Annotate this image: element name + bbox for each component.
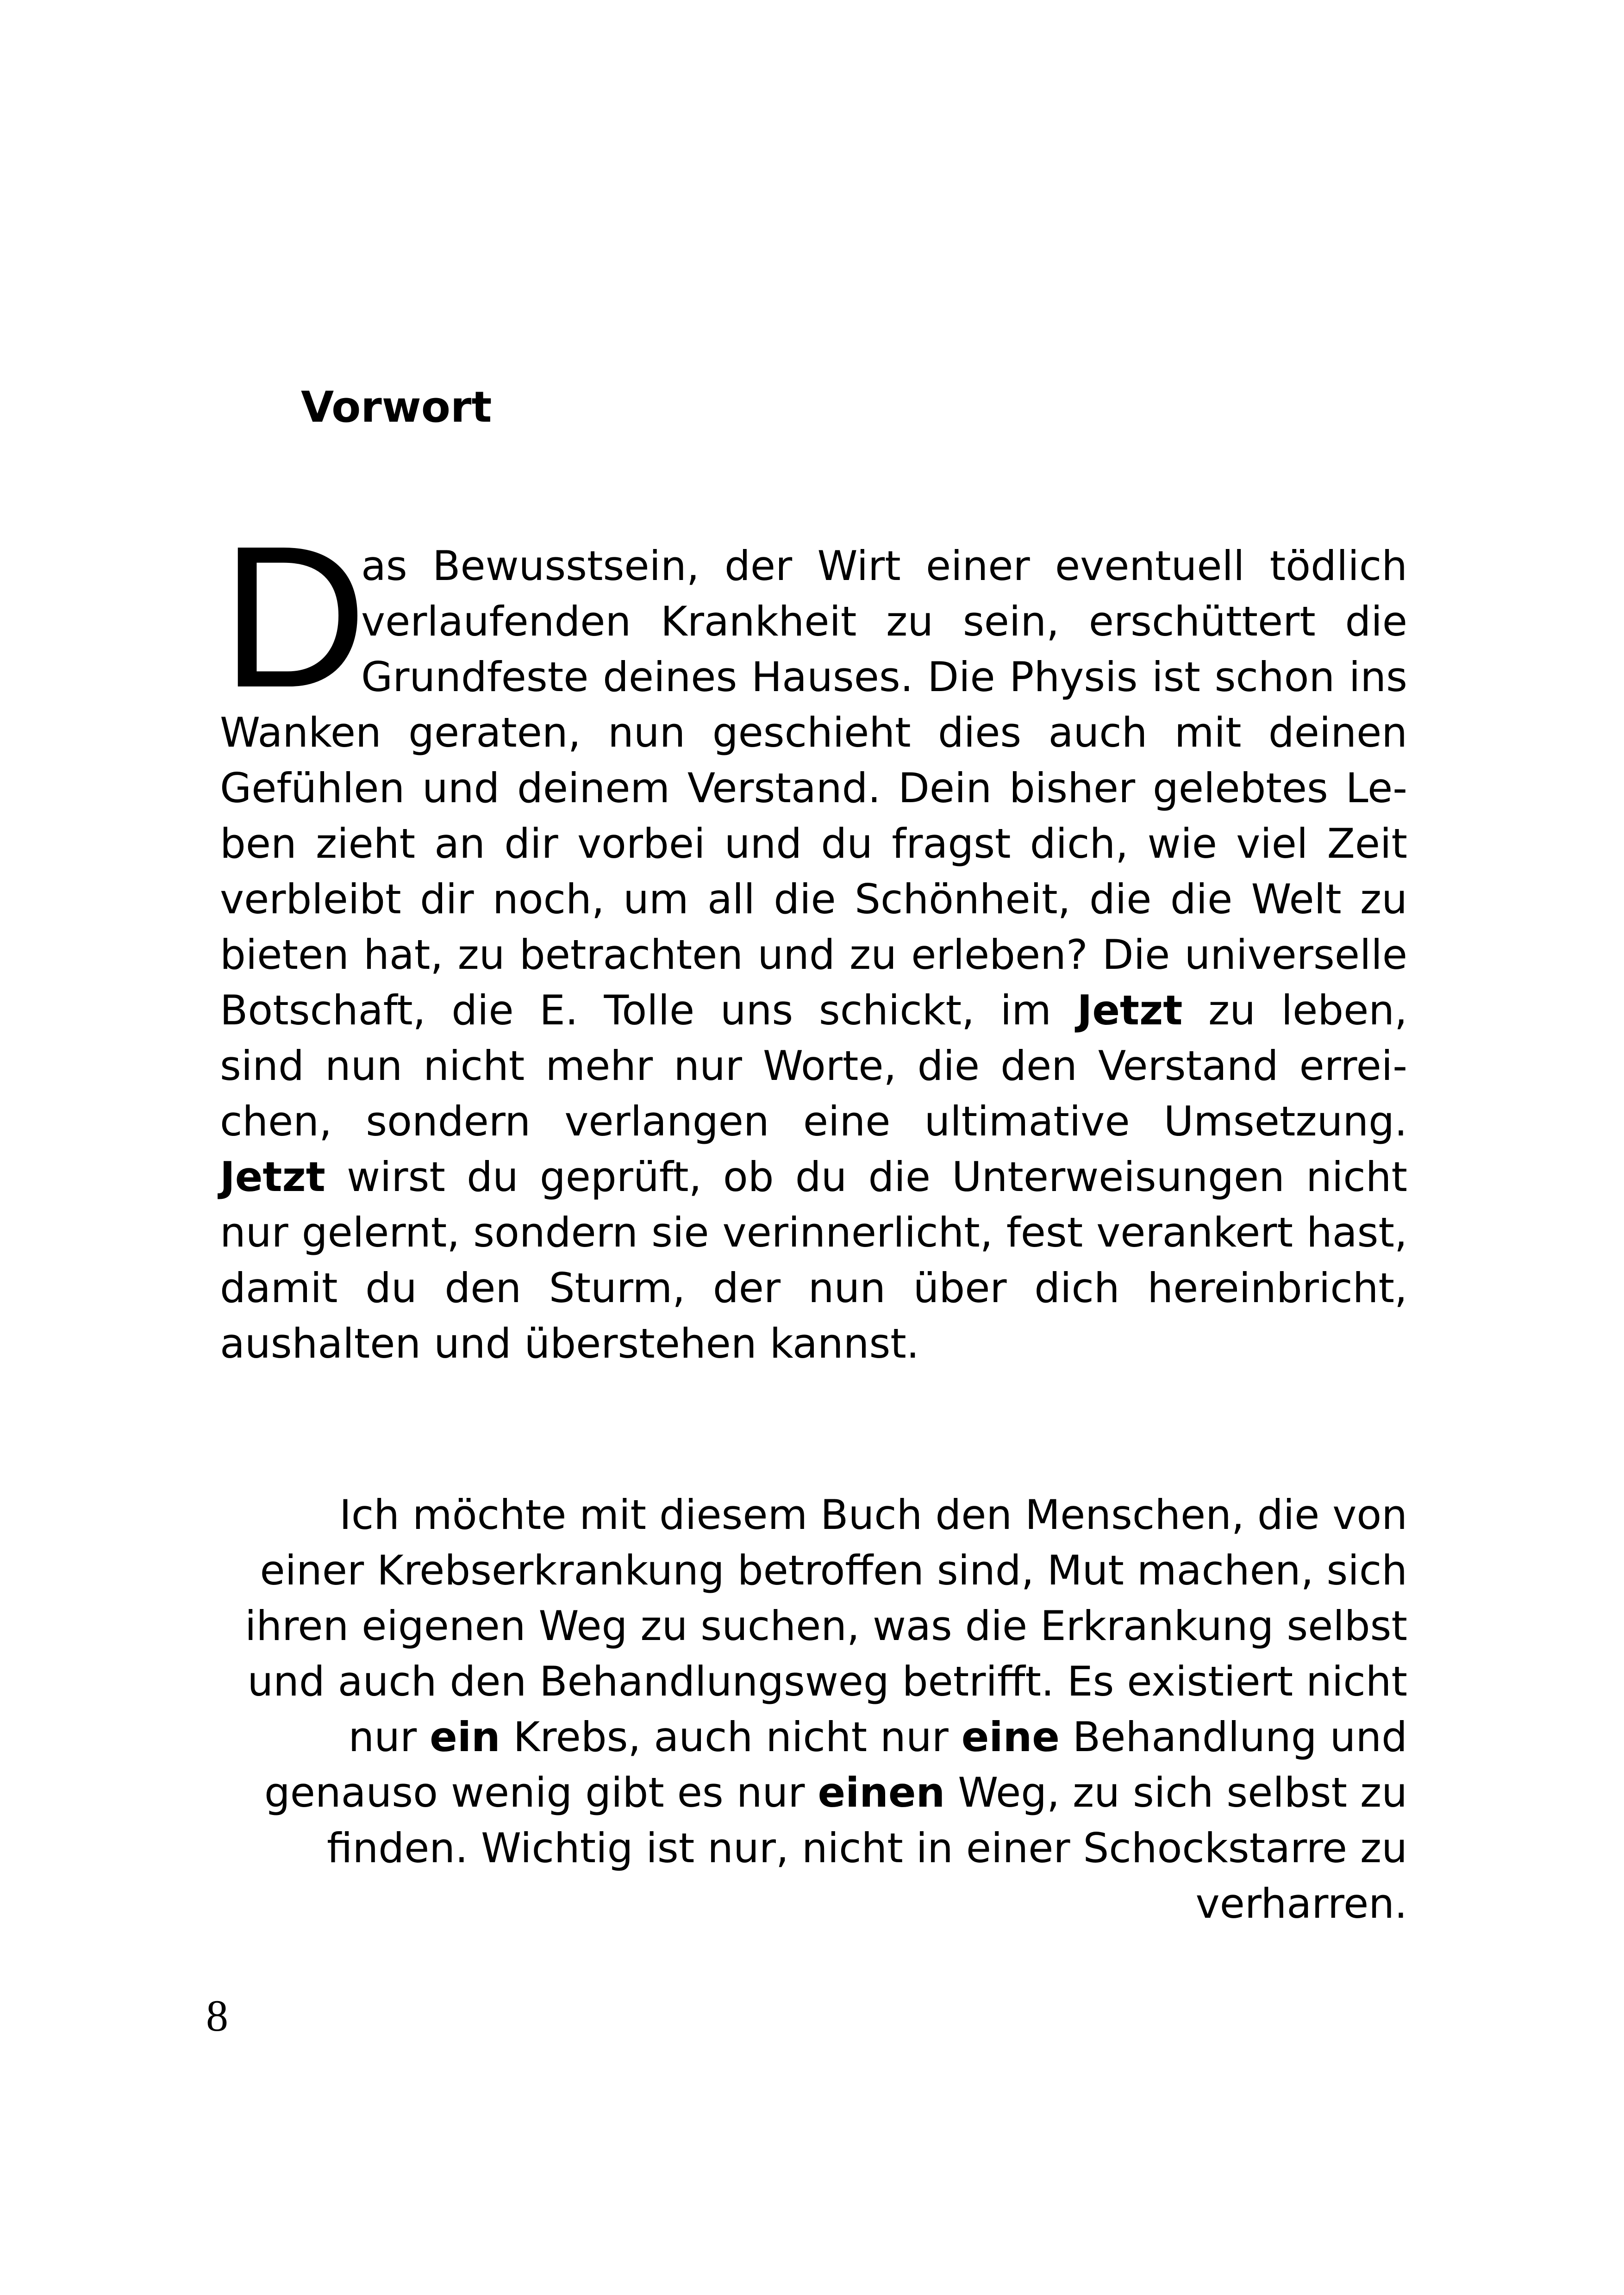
emphasis-einen: einen: [818, 1769, 945, 1816]
text-line: verbleibt dir noch, um all die Schönheit, die die Welt zu: [220, 875, 1407, 923]
text-line: einer Krebserkrankung betroffen sind, Mut machen, sich: [260, 1547, 1407, 1594]
text-line: chen, sondern verlangen eine ultimative Umsetzung.: [220, 1098, 1407, 1145]
text-line: [264, 1767, 1407, 1818]
emphasis-jetzt: Jetzt: [1077, 986, 1183, 1034]
emphasis-jetzt: Jetzt: [220, 1153, 325, 1201]
text-segment: zu leben,: [1182, 986, 1407, 1034]
text-line: Gefühlen und deinem Verstand. Dein bisher gelebtes Le-: [220, 764, 1407, 812]
text-line: nur gelernt, sondern sie verinnerlicht, fest verankert hast,: [220, 1209, 1407, 1256]
chapter-heading: Vorwort: [301, 382, 492, 432]
text-line: und auch den Behandlungsweg betrifft. Es existiert nicht: [247, 1658, 1407, 1705]
text-segment: nur: [348, 1713, 430, 1761]
text-line: damit du den Sturm, der nun über dich hereinbricht,: [220, 1264, 1407, 1312]
text-line: verharren.: [1195, 1880, 1407, 1927]
text-segment: Botschaft, die E. Tolle uns schickt, im: [220, 986, 1077, 1034]
emphasis-ein: ein: [430, 1713, 500, 1761]
drop-cap: D: [221, 504, 367, 730]
page-number: 8: [206, 1991, 228, 2040]
text-segment: genauso wenig gibt es nur: [264, 1769, 818, 1816]
text-line: bieten hat, zu betrachten und zu erleben? Die universelle: [220, 931, 1407, 979]
text-line: Ich möchte mit diesem Buch den Menschen, die von: [339, 1491, 1407, 1539]
text-line: as Bewusstsein, der Wirt einer eventuell tödlich: [361, 542, 1407, 590]
text-line: finden. Wichtig ist nur, nicht in einer Schockstarre zu: [327, 1824, 1407, 1872]
text-line: verlaufenden Krankheit zu sein, erschüttert die: [361, 598, 1407, 645]
emphasis-eine: eine: [961, 1713, 1060, 1761]
text-line: ihren eigenen Weg zu suchen, was die Erkrankung selbst: [244, 1602, 1407, 1650]
text-line: Grundfeste deines Hauses. Die Physis ist schon ins: [361, 653, 1407, 701]
text-segment: Krebs, auch nicht nur: [500, 1713, 962, 1761]
text-line: [220, 985, 1407, 1036]
text-line: sind nun nicht mehr nur Worte, die den Verstand errei-: [220, 1042, 1407, 1090]
text-segment: wirst du geprüft, ob du die Unterweisungen nicht: [325, 1153, 1407, 1201]
text-segment: Weg, zu sich selbst zu: [945, 1769, 1407, 1816]
text-line: [348, 1712, 1407, 1763]
text-line: Wanken geraten, nun geschieht dies auch mit deinen: [220, 709, 1407, 756]
text-line: ben zieht an dir vorbei und du fragst dich, wie viel Zeit: [220, 820, 1407, 867]
text-line: [220, 1152, 1407, 1203]
text-line: aushalten und überstehen kannst.: [220, 1320, 919, 1367]
text-segment: Behandlung und: [1059, 1713, 1407, 1761]
